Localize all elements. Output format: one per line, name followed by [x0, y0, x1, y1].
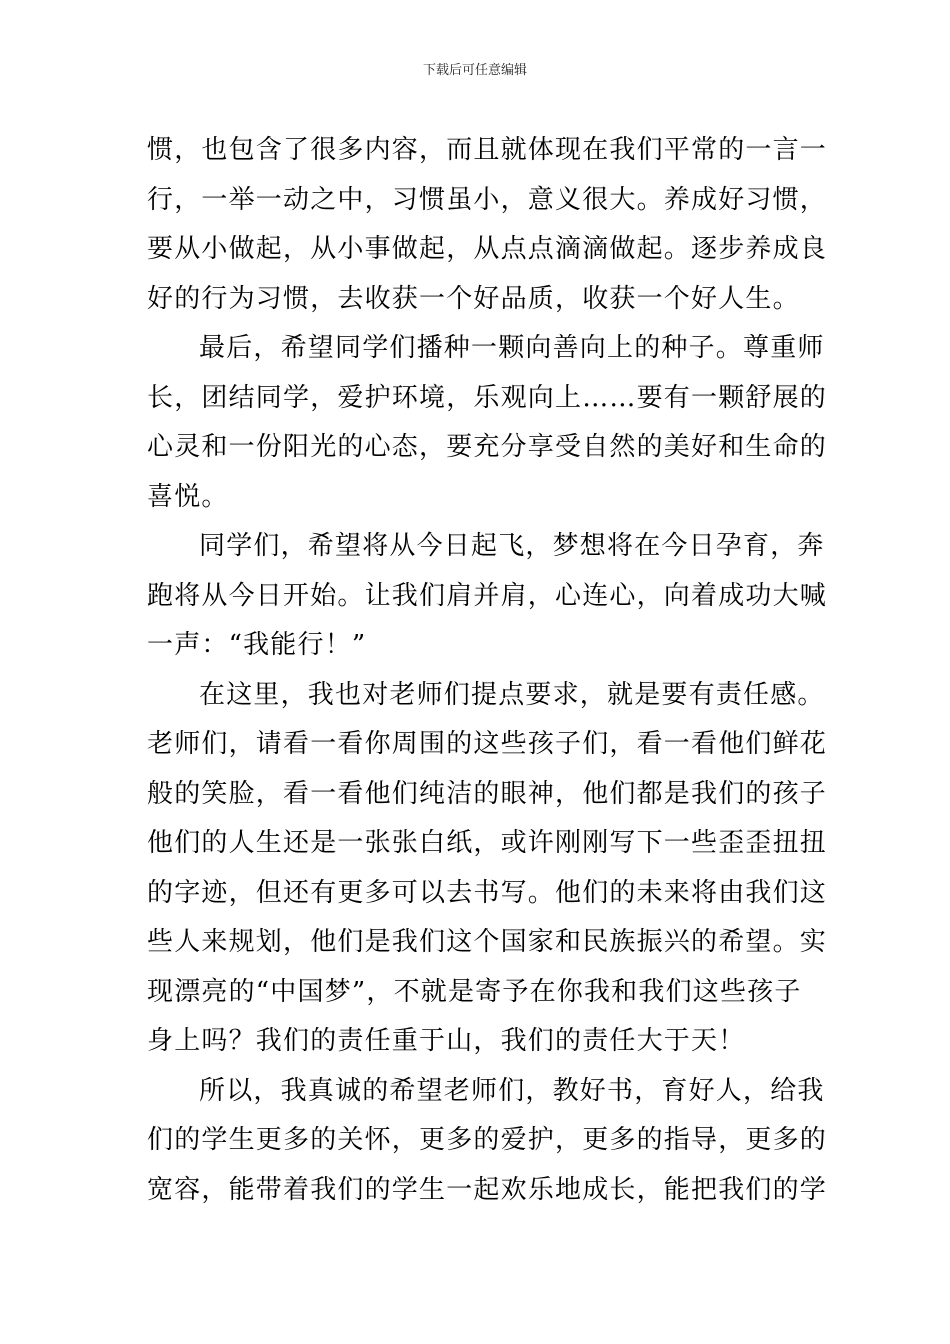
text-line: 跑将从今日开始。让我们肩并肩，心连心，向着成功大喊 [147, 580, 828, 611]
text-line: 的字迹，但还有更多可以去书写。他们的未来将由我们这 [147, 877, 828, 908]
text-line: 现漂亮的“中国梦”，不就是寄予在你我和我们这些孩子 [147, 976, 802, 1007]
paragraph-first-line: 在这里，我也对老师们提点要求，就是要有责任感。 [199, 679, 825, 710]
text-line: 喜悦。 [147, 481, 229, 512]
paragraph-first-line: 所以，我真诚的希望老师们，教好书，育好人，给我 [199, 1075, 825, 1106]
text-line: 们的学生更多的关怀，更多的爱护，更多的指导，更多的 [147, 1125, 828, 1155]
text-line: 老师们，请看一看你周围的这些孩子们，看一看他们鲜花 [147, 729, 828, 759]
text-line: 惯，也包含了很多内容，而且就体现在我们平常的一言一 [147, 135, 828, 165]
text-line: 要从小做起，从小事做起，从点点滴滴做起。逐步养成良 [147, 234, 828, 264]
text-line: 好的行为习惯，去收获一个好品质，收获一个好人生。 [147, 283, 800, 314]
text-line: 般的笑脸，看一看他们纯洁的眼神，他们都是我们的孩子 [147, 778, 828, 809]
text-line: 身上吗？我们的责任重于山，我们的责任大于天！ [147, 1026, 746, 1056]
text-line: 长，团结同学，爱护环境，乐观向上……要有一颗舒展的 [147, 382, 828, 413]
text-line: 些人来规划，他们是我们这个国家和民族振兴的希望。实 [147, 927, 828, 957]
text-line: 心灵和一份阳光的心态，要充分享受自然的美好和生命的 [147, 432, 828, 462]
text-line: 行，一举一动之中，习惯虽小，意义很大。养成好习惯， [147, 184, 828, 215]
text-line: 一声：“我能行！” [147, 630, 367, 660]
body-text [147, 126, 828, 1215]
text-line: 他们的人生还是一张张白纸，或许刚刚写下一些歪歪扭扭 [147, 828, 828, 858]
paragraph-first-line: 最后，希望同学们播种一颗向善向上的种子。尊重师 [199, 333, 825, 363]
page-header: 下载后可任意编辑 [422, 63, 527, 78]
paragraph-first-line: 同学们，希望将从今日起飞，梦想将在今日孕育，奔 [199, 531, 825, 561]
text-line: 宽容，能带着我们的学生一起欢乐地成长，能把我们的学 [147, 1174, 828, 1205]
